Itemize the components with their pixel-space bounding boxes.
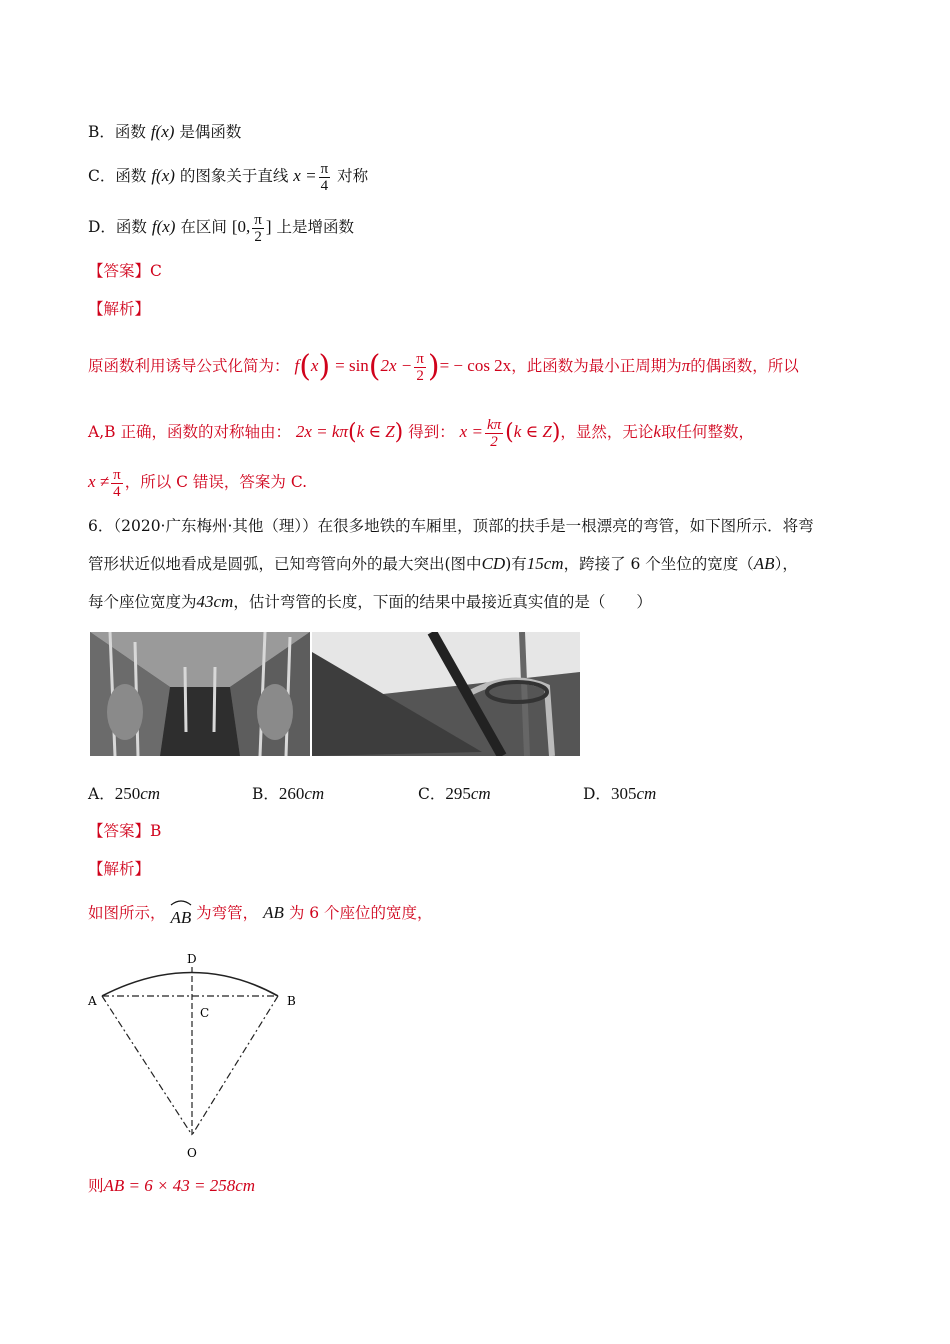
answer-q5	[88, 260, 162, 282]
math-fx: f(x)	[151, 217, 176, 236]
q6-line-3	[88, 591, 652, 613]
text: 的偶函数，所以	[690, 357, 799, 375]
option-b	[88, 121, 241, 143]
analysis-line-1	[88, 344, 799, 389]
text: ，估计弯管的长度，下面的结果中最接近真实值的是（ ）	[233, 593, 652, 611]
fraction	[319, 161, 331, 194]
math-x: x ≠	[88, 472, 110, 491]
label-o: O	[187, 1146, 197, 1160]
text: ），	[774, 555, 798, 573]
math-value: 43cm	[196, 592, 234, 611]
option-a	[88, 782, 160, 804]
analysis-line-2	[88, 410, 754, 455]
math-arc: AB	[170, 908, 192, 927]
text: 原函数利用诱导公式化简为：	[88, 357, 290, 375]
q6-line-1: 6．（2020·广东梅州·其他（理））在很多地铁的车厢里，顶部的扶手是一根漂亮的弯管，如下图所示．将弯	[88, 517, 814, 535]
paren: (	[368, 349, 381, 384]
interval-close: ]	[265, 217, 272, 236]
label-d: D	[187, 952, 197, 966]
option-text: 在区间	[180, 218, 227, 236]
answer-label: 【答案】	[88, 822, 151, 840]
math-ab: AB	[263, 903, 284, 922]
math-cd: CD	[481, 554, 506, 573]
option-value: 295	[445, 784, 471, 803]
numerator: kπ	[486, 416, 502, 433]
label-b: B	[287, 994, 296, 1008]
math-ab: AB	[753, 554, 775, 573]
text: 如图所示，	[88, 904, 166, 922]
math-cos: = − cos 2x	[439, 356, 512, 375]
text: 管形状近似地看成是圆弧，已知弯管向外的最大突出(图中	[88, 555, 482, 573]
option-c	[88, 156, 368, 196]
interval-open: [0,	[231, 217, 251, 236]
answer-value: B	[150, 822, 162, 840]
math-fx: f(x)	[151, 166, 175, 185]
answer-value: C	[150, 262, 162, 280]
option-value: 305	[610, 784, 637, 803]
paren: )	[394, 420, 404, 445]
arc-geometry-figure	[80, 945, 320, 1165]
denominator: 4	[111, 483, 123, 500]
handrail-image	[312, 632, 580, 756]
text: )有	[505, 555, 527, 573]
math-fx: f(x)	[150, 122, 175, 141]
subway-car-image	[90, 632, 310, 756]
math-x: x	[310, 356, 319, 375]
analysis-line-5	[88, 1175, 255, 1197]
text: ，显然，无论	[560, 423, 654, 441]
option-label: C．函数	[88, 167, 147, 185]
option-label: C．	[418, 785, 446, 803]
text: 每个座位宽度为	[88, 593, 197, 611]
math-value: 15cm	[526, 554, 564, 573]
math-eq: AB = 6 × 43 = 258cm	[103, 1176, 256, 1195]
option-d	[583, 782, 656, 804]
math-pi: π	[681, 356, 691, 375]
text: A,B 正确，函数的对称轴由：	[88, 423, 291, 441]
option-text: 上是增函数	[276, 218, 354, 236]
handrail-photo	[312, 632, 580, 756]
option-d	[88, 207, 354, 247]
text: ，所以 C 错误，答案为 C.	[124, 473, 308, 491]
numerator: π	[113, 466, 121, 483]
answer-label: 【答案】	[88, 262, 151, 280]
q6-line-2	[88, 553, 798, 575]
text: 得到：	[408, 423, 455, 441]
option-text: 的图象关于直线	[179, 167, 289, 185]
option-unit: cm	[470, 784, 491, 803]
option-label: B．函数	[88, 123, 146, 141]
math-eq: 2x = kπ	[295, 422, 348, 441]
denominator: 2	[414, 367, 426, 384]
analysis-label-q5: 【解析】	[88, 300, 151, 318]
denominator: 4	[319, 177, 331, 194]
analysis-label-q6: 【解析】	[88, 860, 151, 878]
paren: )	[551, 420, 561, 445]
text: ，此函数为最小正周期为	[511, 357, 682, 375]
fraction	[414, 351, 426, 384]
text: 取任何整数，	[660, 423, 754, 441]
fraction	[111, 467, 123, 500]
numerator: π	[416, 350, 424, 367]
math-x: x =	[293, 166, 317, 185]
denominator: 2	[485, 433, 503, 450]
math-k: k	[653, 422, 661, 441]
option-unit: cm	[304, 784, 325, 803]
option-text: 是偶函数	[179, 123, 242, 141]
paren: (	[505, 420, 514, 445]
option-b	[252, 782, 324, 804]
paren: (	[347, 420, 357, 445]
paren: (	[299, 349, 311, 384]
option-value: 250	[114, 784, 141, 803]
math-f: f	[294, 356, 300, 375]
text: 则	[88, 1177, 104, 1195]
arc-ab	[170, 902, 192, 927]
label-a: A	[88, 994, 97, 1008]
math-x: x =	[459, 422, 483, 441]
numerator: π	[320, 160, 329, 177]
analysis-line-4	[88, 902, 433, 927]
option-label: D．	[583, 785, 611, 803]
label-c: C	[200, 1006, 210, 1020]
arc-mark-icon	[170, 898, 192, 906]
option-label: D．函数	[88, 218, 147, 236]
math-expr: 2x −	[380, 356, 413, 375]
arc-ad-b	[102, 973, 278, 997]
radius-oa	[102, 996, 192, 1135]
option-text: 对称	[337, 167, 369, 185]
text: 为 6 个座位的宽度，	[288, 904, 433, 922]
text: ，跨接了 6 个坐位的宽度（	[563, 555, 754, 573]
math-cond: k ∈ Z	[513, 422, 552, 441]
fraction	[252, 212, 264, 245]
option-unit: cm	[636, 784, 657, 803]
option-unit: cm	[140, 784, 161, 803]
option-label: A．	[88, 785, 115, 803]
denominator: 2	[252, 228, 264, 245]
paren: )	[427, 349, 440, 384]
option-c	[418, 782, 491, 804]
paren: )	[318, 349, 331, 384]
option-value: 260	[278, 784, 305, 803]
math-cond: k ∈ Z	[356, 422, 395, 441]
analysis-line-3	[88, 460, 307, 504]
fraction	[485, 417, 503, 450]
option-label: B．	[252, 785, 279, 803]
math-sin: = sin	[335, 356, 369, 375]
text: 为弯管，	[196, 904, 259, 922]
answer-q6	[88, 820, 161, 842]
numerator: π	[254, 211, 262, 228]
subway-car-photo	[90, 632, 310, 756]
